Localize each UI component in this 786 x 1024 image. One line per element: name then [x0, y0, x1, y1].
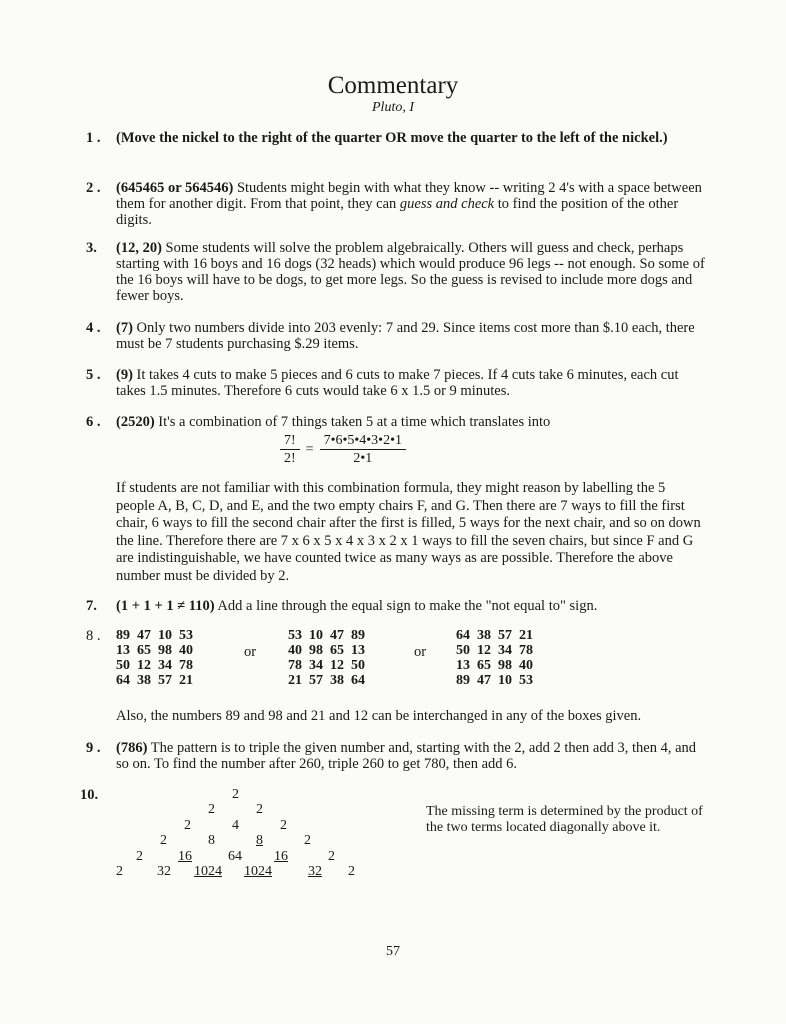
item-number: 3.	[86, 240, 97, 256]
combination-formula	[280, 432, 406, 467]
item-answer: (9)	[116, 367, 133, 383]
number-grid-2	[288, 628, 365, 688]
triangle-term: 2	[184, 818, 191, 833]
triangle-term: 2	[328, 849, 335, 864]
grid-row: 78 34 12 50	[288, 658, 365, 673]
item-6	[86, 414, 706, 430]
grid-row: 40 98 65 13	[288, 643, 365, 658]
item-number: 6 .	[86, 414, 101, 430]
item-9	[86, 740, 706, 772]
triangle-term-missing: 16	[178, 849, 192, 864]
fraction-numerator: 7•6•5•4•3•2•1	[320, 432, 406, 450]
item-text: Students might begin with what they know -- writing 2 4's with a space between them for another digit. From that point, they can	[116, 180, 702, 212]
item-number: 1 .	[86, 130, 101, 146]
triangle-term-missing: 1024	[244, 864, 272, 879]
triangle-term: 2	[348, 864, 355, 879]
item-6-paragraph	[86, 480, 706, 585]
grid-row: 64 38 57 21	[456, 628, 533, 643]
or-label: or	[414, 644, 427, 660]
item-number: 10.	[80, 787, 99, 803]
triangle-note: The missing term is determined by the product of the two terms located diagonally above it.	[426, 804, 703, 835]
item-answer: (645465 or 564546)	[116, 180, 234, 196]
item-5	[86, 367, 706, 399]
triangle-term: 2	[304, 833, 311, 848]
equals-sign: =	[305, 441, 314, 457]
grid-row: 64 38 57 21	[116, 673, 193, 688]
item-number: 8 .	[86, 628, 101, 644]
item-text: It takes 4 cuts to make 5 pieces and 6 cuts to make 7 pieces. If 4 cuts take 6 minutes, each cut takes 1.5 minutes. Therefore 6 cuts would take 6 x 1.5 or 9 minutes.	[116, 367, 679, 399]
triangle-term: 8	[208, 833, 215, 848]
item-text: Add a line through the equal sign to make the "not equal to" sign.	[214, 598, 598, 614]
triangle-term-missing: 32	[308, 864, 322, 879]
item-8-note	[86, 708, 706, 724]
number-grid-1	[116, 628, 193, 688]
item-number: 5 .	[86, 367, 101, 383]
triangle-term-missing: 16	[274, 849, 288, 864]
item-text: It's a combination of 7 things taken 5 at a time which translates into	[154, 414, 551, 430]
grid-row: 89 47 10 53	[456, 673, 533, 688]
fraction-numerator: 7!	[280, 432, 300, 450]
triangle-term: 2	[208, 802, 215, 817]
item-1	[86, 130, 706, 146]
item-emphasis: guess and check	[399, 196, 495, 212]
number-grid-3	[456, 628, 533, 688]
item-text: Also, the numbers 89 and 98 and 21 and 12 can be interchanged in any of the boxes given.	[116, 708, 642, 724]
triangle-term: 2	[136, 849, 143, 864]
triangle-term: 2	[256, 802, 263, 817]
fraction-denominator: 2•1	[353, 451, 373, 466]
item-answer: (7)	[116, 320, 133, 336]
grid-row: 50 12 34 78	[456, 643, 533, 658]
item-text: Only two numbers divide into 203 evenly: 7 and 29. Since items cost more than $.10 each, there must be 7 students purchasing $.29 items.	[116, 320, 695, 352]
grid-row: 89 47 10 53	[116, 628, 193, 643]
item-answer: (2520)	[116, 414, 155, 430]
fraction-denominator: 2!	[284, 451, 296, 466]
item-number: 7.	[86, 598, 97, 614]
item-number: 4 .	[86, 320, 101, 336]
page-title: Commentary	[327, 72, 459, 99]
or-label: or	[244, 644, 257, 660]
grid-row: 13 65 98 40	[116, 643, 193, 658]
page-subtitle: Pluto, I	[372, 100, 414, 115]
item-text: to find the position of the other digits.	[116, 196, 679, 228]
triangle-term: 2	[160, 833, 167, 848]
item-answer: (786)	[116, 740, 148, 756]
grid-row: 13 65 98 40	[456, 658, 533, 673]
triangle-term: 2	[280, 818, 287, 833]
item-answer: (12, 20)	[116, 240, 162, 256]
triangle-term: 32	[157, 864, 171, 879]
item-4	[86, 320, 706, 352]
grid-row: 53 10 47 89	[288, 628, 365, 643]
item-answer: (Move the nickel to the right of the quarter OR move the quarter to the left of the nickel.)	[116, 130, 668, 146]
item-answer: (1 + 1 + 1 ≠ 110)	[116, 598, 215, 614]
item-text: If students are not familiar with this combination formula, they might reason by labelling the 5 people A, B, C, D, and E, and the two empty chairs F, and G. Then there are 7 ways to fill the first chair, 6 ways to fill the second chair after the first is filled, 5 ways for the next chair, and so on down the line. Therefore there are 7 x 6 x 5 x 4 x 3 x 2 x 1 ways to fill the seven chairs, but since F and G are indistinguishable, we have counted twice as many ways as are possible. Therefore the above number must be divided by 2.	[116, 480, 701, 584]
triangle-term: 2	[232, 787, 239, 802]
item-text: The pattern is to triple the given number and, starting with the 2, add 2 then add 3, then 4, and so on. To find the number after 260, triple 260 to get 780, then add 6.	[116, 740, 697, 772]
item-3	[86, 240, 706, 304]
item-text: Some students will solve the problem algebraically. Others will guess and check, perhaps starting with 16 boys and 16 dogs (32 heads) which would produce 96 legs -- not enough. So some of the 16 boys will have to be dogs, to get more legs. So the guess is revised to include more dogs and fewer boys.	[116, 240, 705, 304]
item-number: 2 .	[86, 180, 101, 196]
item-7	[86, 598, 706, 614]
grid-row: 21 57 38 64	[288, 673, 365, 688]
triangle-term-missing: 8	[256, 833, 263, 848]
triangle-term: 4	[232, 818, 239, 833]
triangle-term: 64	[228, 849, 242, 864]
triangle-term: 2	[116, 864, 123, 879]
item-2	[86, 180, 706, 228]
triangle-term-missing: 1024	[194, 864, 222, 879]
page-number: 57	[386, 944, 400, 959]
grid-row: 50 12 34 78	[116, 658, 193, 673]
item-number: 9 .	[86, 740, 101, 756]
